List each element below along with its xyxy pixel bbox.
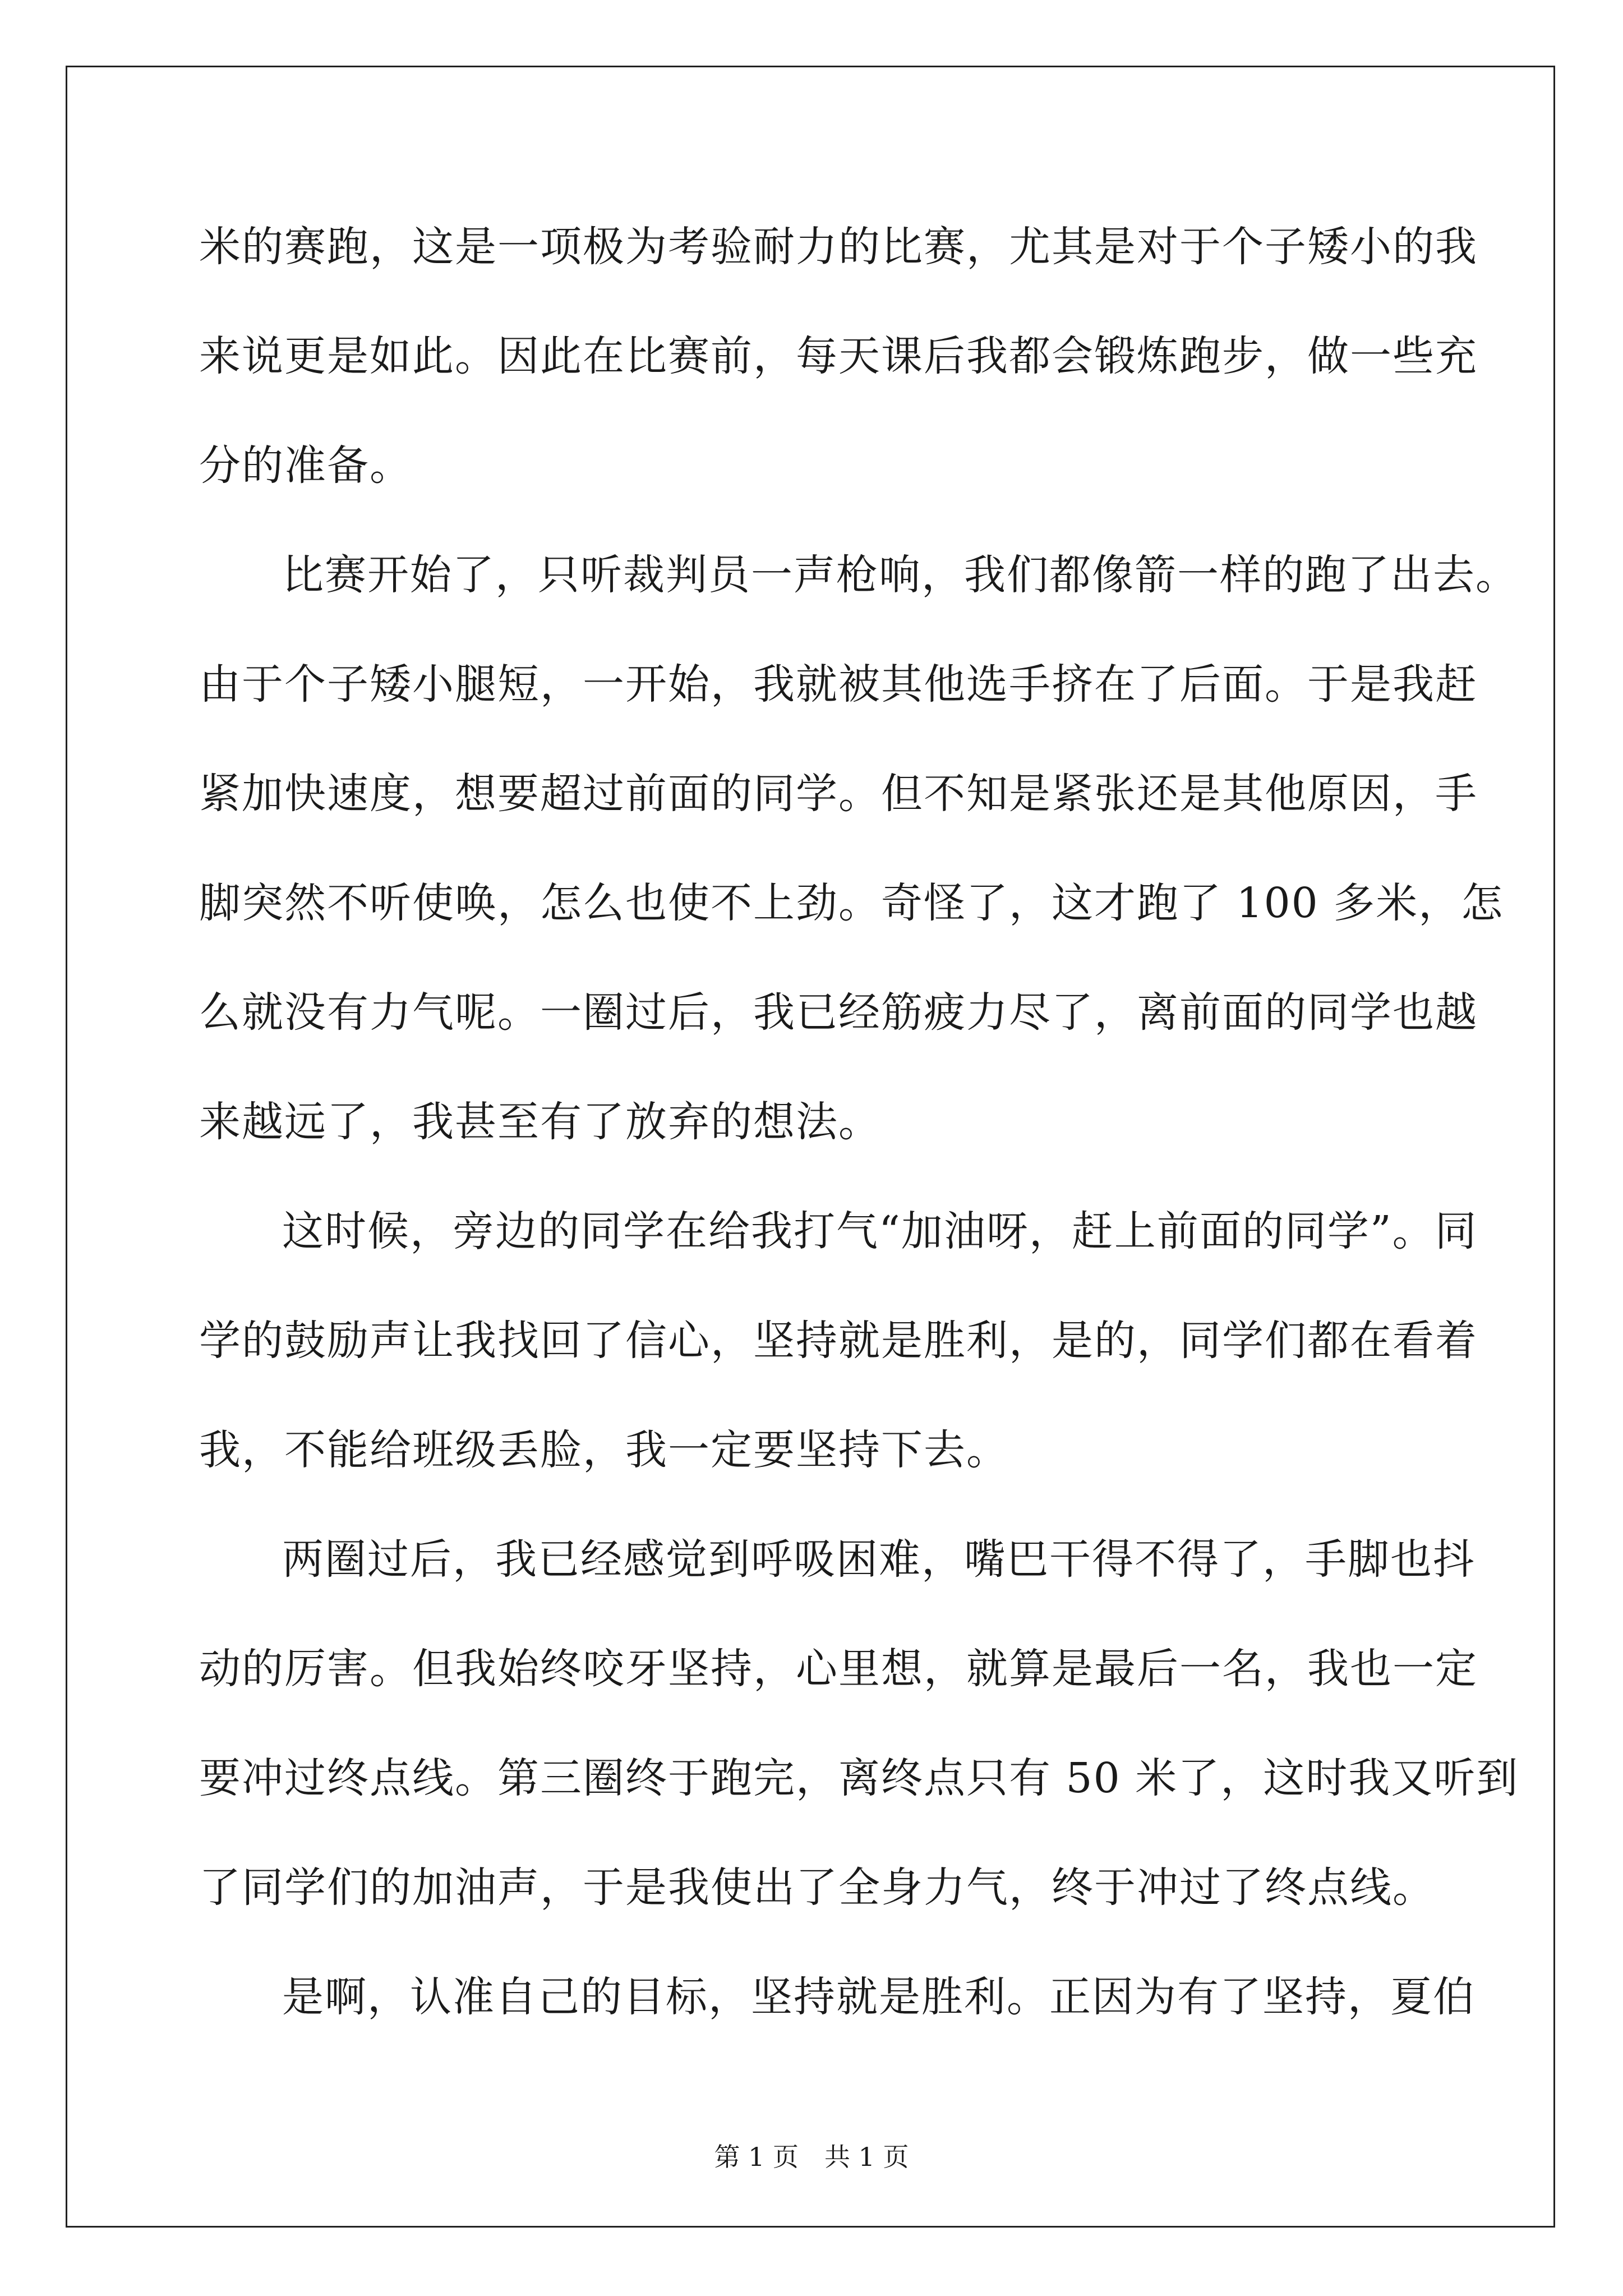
- text-line: 米的赛跑，这是一项极为考验耐力的比赛，尤其是对于个子矮小的我: [199, 223, 1478, 271]
- text-line: 我，不能给班级丢脸，我一定要坚持下去。: [199, 1426, 1009, 1474]
- paragraph-start-line: 两圈过后，我已经感觉到呼吸困难，嘴巴干得不得了，手脚也抖: [282, 1535, 1476, 1584]
- document-body: [199, 213, 1519, 2073]
- text-line: 分的准备。: [199, 441, 412, 490]
- text-line: 由于个子矮小腿短，一开始，我就被其他选手挤在了后面。于是我赶: [199, 660, 1478, 708]
- text-line: 紧加快速度，想要超过前面的同学。但不知是紧张还是其他原因，手: [199, 770, 1478, 818]
- paragraph-start-line: 这时候，旁边的同学在给我打气“加油呀，赶上前面的同学”。同: [282, 1207, 1478, 1255]
- paragraph-start-line: 比赛开始了，只听裁判员一声枪响，我们都像箭一样的跑了出去。: [282, 551, 1518, 599]
- paragraph-start-line: 是啊，认准自己的目标，坚持就是胜利。正因为有了坚持，夏伯: [282, 1973, 1476, 2021]
- page-footer: 第 1 页 共 1 页: [714, 2142, 909, 2172]
- text-line: 学的鼓励声让我找回了信心，坚持就是胜利，是的，同学们都在看着: [199, 1317, 1478, 1365]
- text-line: 要冲过终点线。第三圈终于跑完，离终点只有 50 米了，这时我又听到: [199, 1754, 1519, 1802]
- text-line: 了同学们的加油声，于是我使出了全身力气，终于冲过了终点线。: [199, 1864, 1435, 1912]
- text-line: 么就没有力气呢。一圈过后，我已经筋疲力尽了，离前面的同学也越: [199, 988, 1478, 1037]
- text-line: 脚突然不听使唤，怎么也使不上劲。奇怪了，这才跑了 100 多米，怎: [199, 879, 1504, 927]
- text-line: 来越远了，我甚至有了放弃的想法。: [199, 1098, 881, 1146]
- text-line: 来说更是如此。因此在比赛前，每天课后我都会锻炼跑步，做一些充: [199, 332, 1478, 380]
- text-line: 动的厉害。但我始终咬牙坚持，心里想，就算是最后一名，我也一定: [199, 1645, 1478, 1693]
